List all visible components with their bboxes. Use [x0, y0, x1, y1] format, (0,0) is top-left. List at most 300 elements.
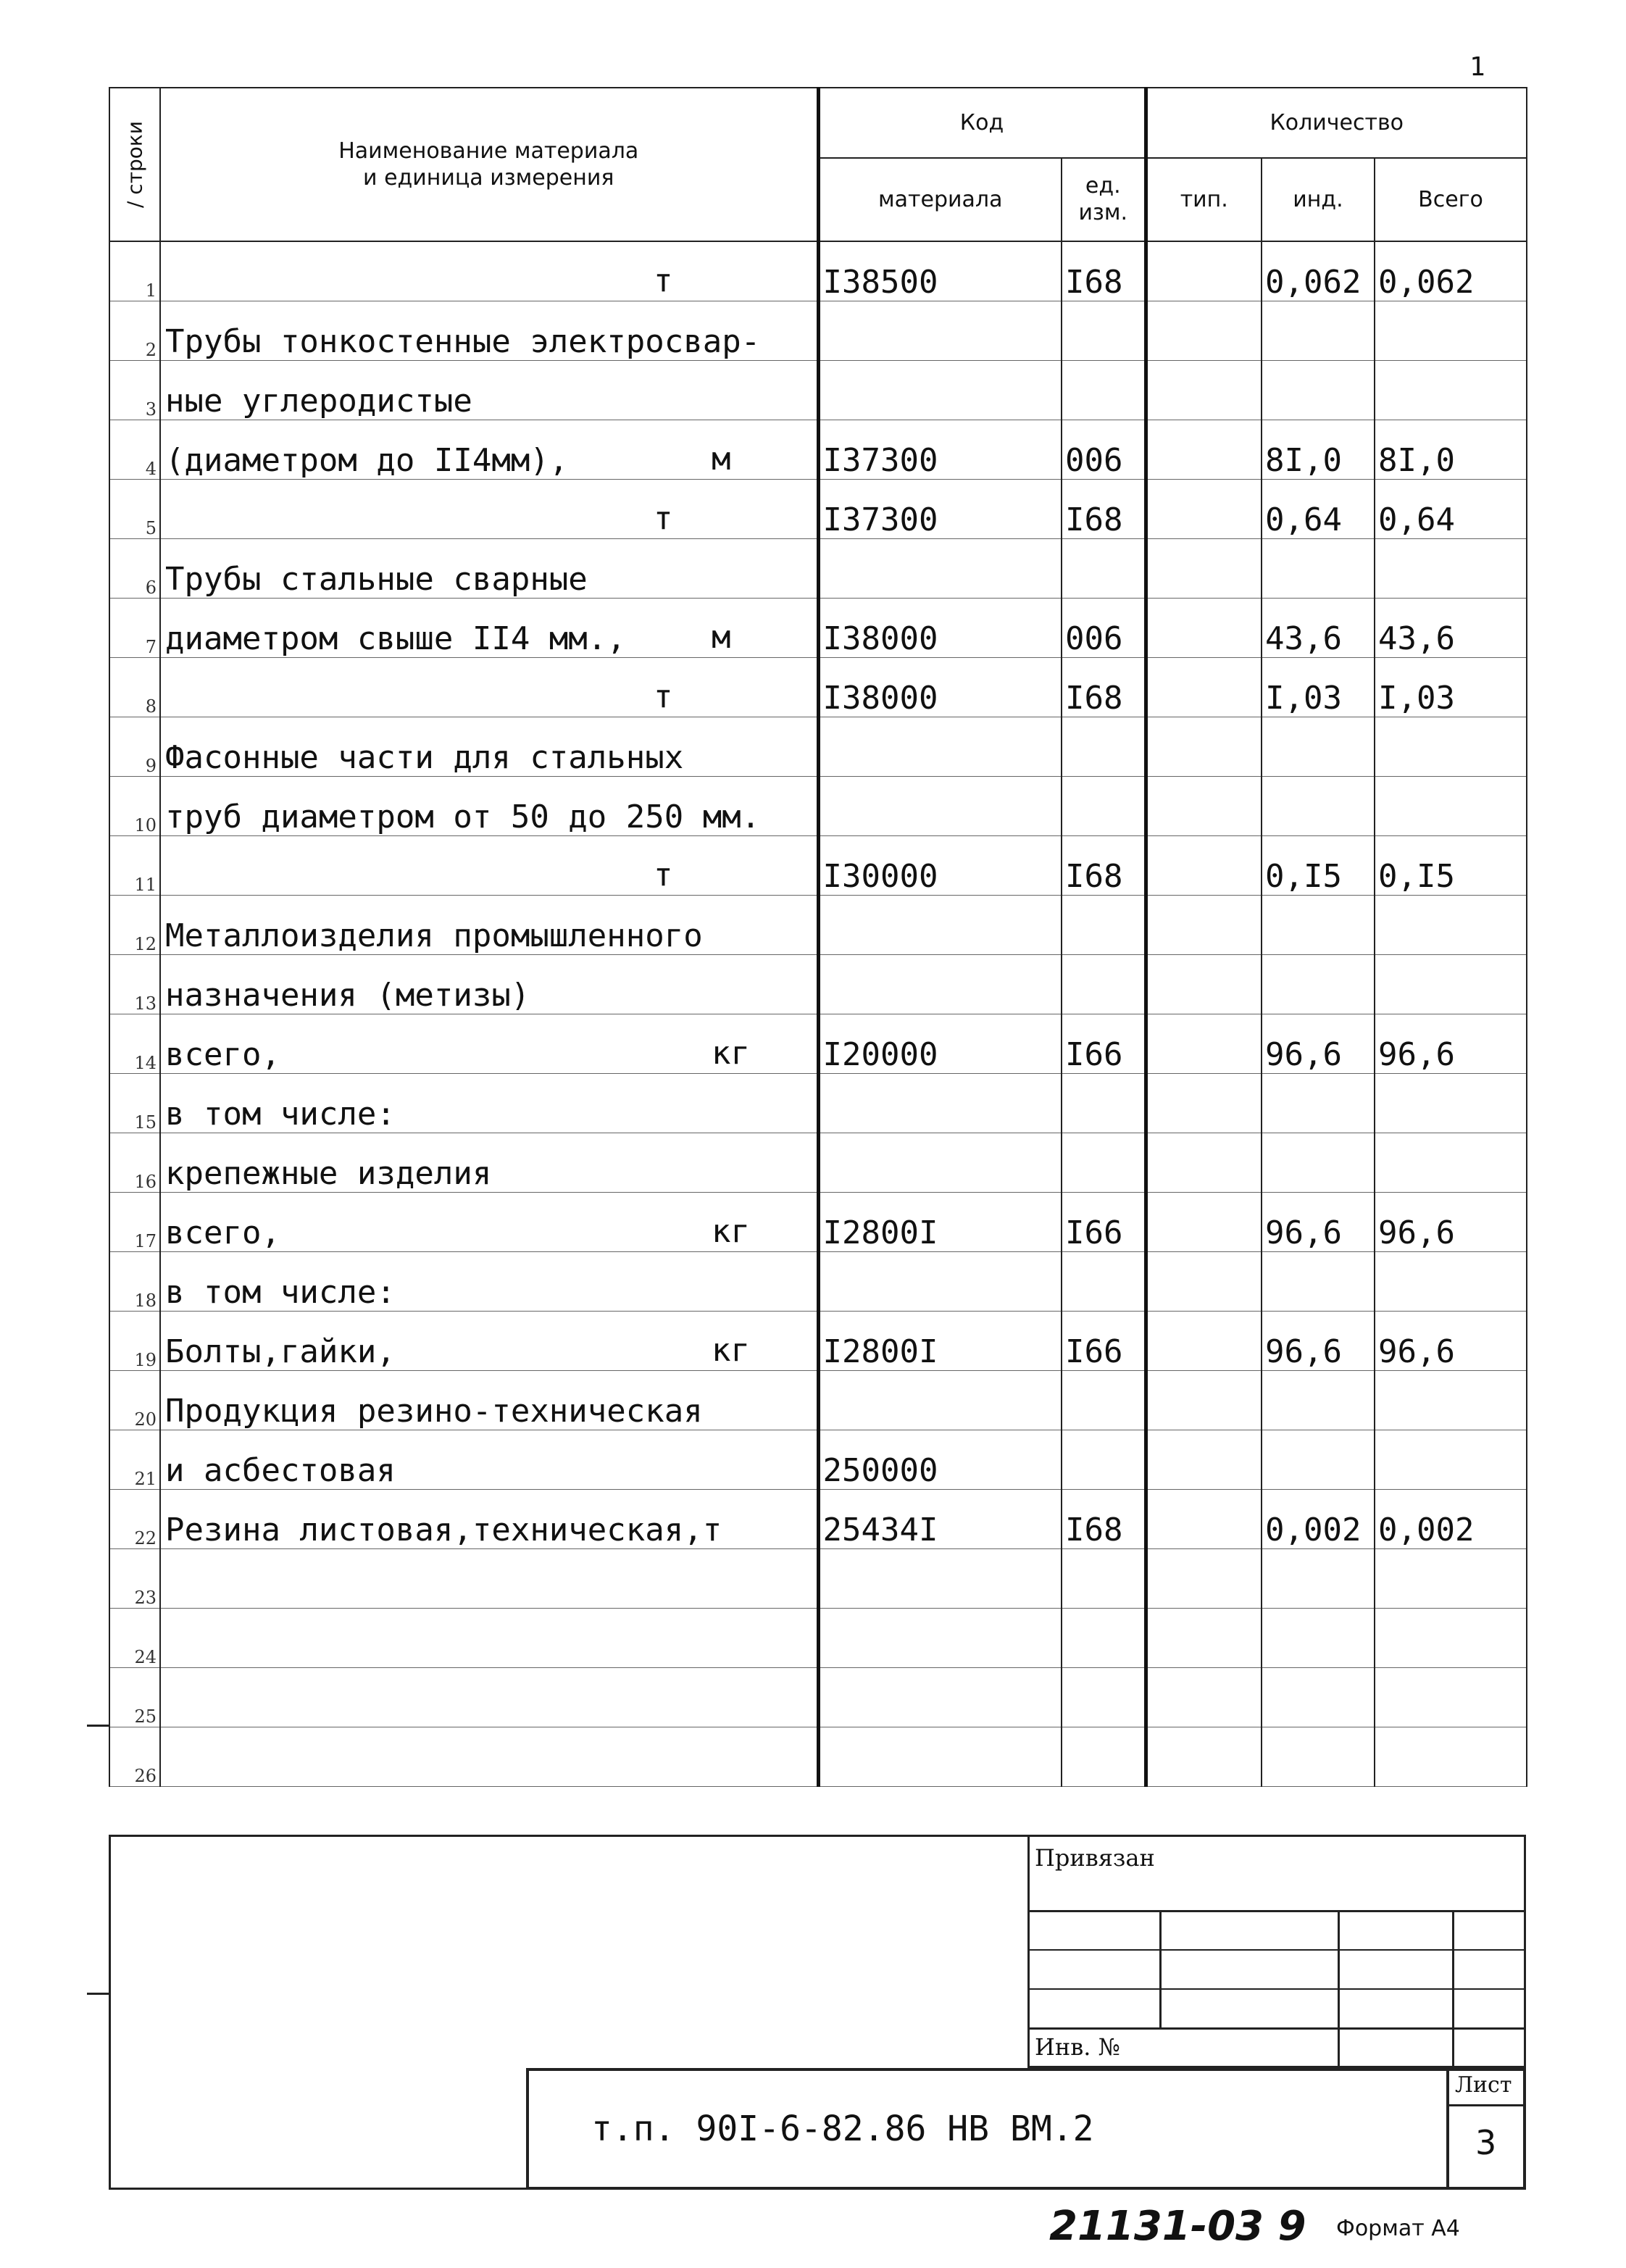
table-row [109, 361, 1527, 420]
material-name [160, 896, 818, 955]
list-number: 3 [1475, 2123, 1497, 2162]
qty-total-text: 0,64 [1378, 501, 1455, 538]
material-name [160, 539, 818, 599]
row-number [109, 1727, 160, 1787]
row-number [109, 599, 160, 658]
qty-ind-text: 0,64 [1265, 501, 1342, 538]
material-code [818, 955, 1062, 1014]
row-number-text: 9 [145, 756, 157, 776]
qty-tip [1146, 1133, 1262, 1193]
unit-code [1062, 1252, 1146, 1312]
qty-tip [1146, 301, 1262, 361]
measure-unit: т [654, 856, 673, 893]
table-row [109, 1312, 1527, 1371]
row-number-text: 15 [134, 1112, 157, 1133]
unit-code [1062, 1371, 1146, 1430]
qty-total-text: 0,062 [1378, 264, 1475, 301]
material-name [160, 836, 818, 896]
qty-ind [1262, 836, 1375, 896]
qty-total [1375, 420, 1527, 480]
qty-total-text: I,03 [1378, 680, 1455, 717]
document-number: 21131-03 9 [1049, 2203, 1306, 2250]
qty-tip [1146, 1312, 1262, 1371]
material-code [818, 599, 1062, 658]
qty-tip [1146, 836, 1262, 896]
table-row [109, 1727, 1527, 1787]
material-code [818, 1014, 1062, 1074]
material-name-text: труб диаметром от 50 до 250 мм. [165, 799, 761, 835]
qty-total [1375, 717, 1527, 777]
material-code [818, 1668, 1062, 1727]
material-name [160, 717, 818, 777]
qty-total [1375, 836, 1527, 896]
qty-ind [1262, 1014, 1375, 1074]
qty-tip [1146, 420, 1262, 480]
material-name [160, 301, 818, 361]
table-row [109, 1549, 1527, 1609]
stamp-line [1027, 2027, 1526, 2030]
qty-total [1375, 599, 1527, 658]
table-row [109, 480, 1527, 539]
header-material-code: материала [818, 158, 1062, 241]
row-number-text: 16 [134, 1172, 157, 1192]
material-code-text: I38000 [822, 680, 938, 717]
unit-code [1062, 1014, 1146, 1074]
stamp-line [1027, 1949, 1526, 1951]
qty-ind [1262, 420, 1375, 480]
material-name-text: Трубы стальные сварные [165, 561, 588, 598]
unit-code-text: I66 [1065, 1214, 1123, 1251]
qty-tip [1146, 241, 1262, 301]
qty-tip [1146, 658, 1262, 717]
material-name-text: и асбестовая [165, 1452, 396, 1489]
table-row [109, 1014, 1527, 1074]
material-name [160, 1490, 818, 1549]
material-code-text: 250000 [822, 1452, 938, 1489]
header-total: Всего [1375, 158, 1527, 241]
measure-unit: кг [712, 1213, 750, 1250]
stamp-line [1446, 2104, 1526, 2106]
qty-tip [1146, 1727, 1262, 1787]
qty-tip [1146, 1490, 1262, 1549]
material-name-text: всего, [165, 1214, 280, 1251]
qty-ind-text: 0,002 [1265, 1512, 1362, 1548]
qty-total [1375, 955, 1527, 1014]
qty-tip [1146, 599, 1262, 658]
material-name [160, 1430, 818, 1490]
unit-code [1062, 1490, 1146, 1549]
material-name [160, 599, 818, 658]
qty-tip [1146, 1549, 1262, 1609]
material-code [818, 1490, 1062, 1549]
qty-total [1375, 1252, 1527, 1312]
unit-code [1062, 1133, 1146, 1193]
qty-ind-text: 96,6 [1265, 1333, 1342, 1370]
row-number-text: 12 [134, 934, 157, 954]
row-number-text: 17 [134, 1231, 157, 1251]
material-name-text: в том числе: [165, 1096, 396, 1133]
qty-ind-text: 0,062 [1265, 264, 1362, 301]
material-code [818, 301, 1062, 361]
qty-total [1375, 539, 1527, 599]
qty-tip [1146, 1430, 1262, 1490]
row-number [109, 480, 160, 539]
table-row [109, 539, 1527, 599]
material-name [160, 1133, 818, 1193]
qty-ind [1262, 1193, 1375, 1252]
unit-code [1062, 777, 1146, 836]
material-name [160, 777, 818, 836]
unit-code [1062, 1430, 1146, 1490]
qty-ind [1262, 658, 1375, 717]
table-row [109, 717, 1527, 777]
material-code [818, 658, 1062, 717]
qty-tip [1146, 361, 1262, 420]
material-name-text: крепежные изделия [165, 1155, 492, 1192]
qty-ind [1262, 1609, 1375, 1668]
row-number-text: 25 [134, 1706, 157, 1727]
material-name-text: Резина листовая,техническая,т [165, 1512, 722, 1548]
row-number [109, 1133, 160, 1193]
row-number-text: 2 [145, 340, 157, 360]
row-number [109, 1549, 160, 1609]
material-name-text: Трубы тонкостенные электросвар- [165, 323, 761, 360]
table-row [109, 955, 1527, 1014]
material-code-text: I30000 [822, 858, 938, 895]
row-number [109, 1074, 160, 1133]
qty-ind [1262, 717, 1375, 777]
table-row [109, 1133, 1527, 1193]
row-number [109, 1252, 160, 1312]
qty-ind [1262, 1490, 1375, 1549]
material-code [818, 717, 1062, 777]
header-quantity: Количество [1146, 88, 1527, 158]
measure-unit: т [654, 678, 673, 715]
unit-code-text: I66 [1065, 1333, 1123, 1370]
qty-total [1375, 896, 1527, 955]
qty-tip [1146, 480, 1262, 539]
qty-ind [1262, 1252, 1375, 1312]
material-code-text: I38000 [822, 620, 938, 657]
unit-code [1062, 361, 1146, 420]
stamp-line [1338, 1910, 1340, 2068]
unit-code [1062, 539, 1146, 599]
material-code-text: 25434I [822, 1512, 938, 1548]
row-number-text: 6 [145, 578, 157, 598]
material-code [818, 1549, 1062, 1609]
table-row [109, 1193, 1527, 1252]
material-code-text: I20000 [822, 1036, 938, 1073]
row-number-text: 10 [134, 815, 157, 835]
qty-total-text: 43,6 [1378, 620, 1455, 657]
qty-tip [1146, 717, 1262, 777]
list-label: Лист [1455, 2072, 1512, 2098]
material-code [818, 1133, 1062, 1193]
designation: т.п. 90I-6-82.86 НВ ВМ.2 [591, 2109, 1094, 2149]
header-name: Наименование материала и единица измерения [160, 88, 818, 241]
qty-total-text: 96,6 [1378, 1036, 1455, 1073]
qty-total [1375, 301, 1527, 361]
qty-ind [1262, 480, 1375, 539]
unit-code [1062, 1609, 1146, 1668]
material-name [160, 1727, 818, 1787]
material-code [818, 1193, 1062, 1252]
table-row [109, 896, 1527, 955]
table-row [109, 836, 1527, 896]
row-number-text: 1 [145, 280, 157, 301]
row-number [109, 1193, 160, 1252]
material-name [160, 361, 818, 420]
qty-ind-text: 43,6 [1265, 620, 1342, 657]
qty-total [1375, 1074, 1527, 1133]
material-code [818, 1074, 1062, 1133]
material-name-text: в том числе: [165, 1274, 396, 1311]
qty-tip [1146, 955, 1262, 1014]
unit-code [1062, 658, 1146, 717]
header-tip: тип. [1146, 158, 1262, 241]
measure-unit: т [654, 262, 673, 299]
qty-total-text: 96,6 [1378, 1333, 1455, 1370]
qty-ind [1262, 1074, 1375, 1133]
material-code-text: I38500 [822, 264, 938, 301]
qty-total [1375, 1430, 1527, 1490]
row-number [109, 241, 160, 301]
material-code [818, 1430, 1062, 1490]
table-row [109, 1668, 1527, 1727]
unit-code [1062, 1193, 1146, 1252]
unit-code-text: I68 [1065, 501, 1123, 538]
header-code: Код [818, 88, 1146, 158]
measure-unit: кг [712, 1332, 750, 1369]
material-name [160, 1074, 818, 1133]
material-code [818, 241, 1062, 301]
measure-unit: т [654, 500, 673, 537]
row-number [109, 896, 160, 955]
material-code [818, 480, 1062, 539]
material-name [160, 420, 818, 480]
row-number-text: 8 [145, 696, 157, 717]
row-number [109, 1371, 160, 1430]
material-code [818, 836, 1062, 896]
table-row [109, 1430, 1527, 1490]
material-name [160, 1609, 818, 1668]
row-number-text: 3 [145, 399, 157, 420]
stamp-line [1027, 1988, 1526, 1990]
qty-total [1375, 1193, 1527, 1252]
row-number-text: 19 [134, 1350, 157, 1370]
material-code-text: I2800I [822, 1333, 938, 1370]
material-code [818, 1312, 1062, 1371]
row-number-text: 22 [134, 1528, 157, 1548]
unit-code [1062, 480, 1146, 539]
table-row [109, 1371, 1527, 1430]
row-number-text: 4 [145, 459, 157, 479]
material-name [160, 1252, 818, 1312]
qty-ind [1262, 599, 1375, 658]
unit-code-text: I68 [1065, 1512, 1123, 1548]
table-row [109, 301, 1527, 361]
qty-tip [1146, 539, 1262, 599]
stamp-line [1027, 1910, 1526, 1912]
material-name-text: назначения (метизы) [165, 977, 530, 1014]
qty-tip [1146, 1074, 1262, 1133]
qty-total [1375, 1668, 1527, 1727]
material-code [818, 1727, 1062, 1787]
material-name-text: Болты,гайки, [165, 1333, 396, 1370]
table-row [109, 1074, 1527, 1133]
qty-total [1375, 361, 1527, 420]
row-number-text: 23 [134, 1588, 157, 1608]
row-number-text: 20 [134, 1409, 157, 1430]
qty-total [1375, 480, 1527, 539]
row-number [109, 1014, 160, 1074]
qty-ind [1262, 1133, 1375, 1193]
material-name [160, 480, 818, 539]
qty-tip [1146, 1014, 1262, 1074]
material-name-text: всего, [165, 1036, 280, 1073]
material-name [160, 955, 818, 1014]
material-code [818, 1371, 1062, 1430]
row-number-text: 18 [134, 1291, 157, 1311]
row-number [109, 836, 160, 896]
unit-code [1062, 599, 1146, 658]
qty-total [1375, 777, 1527, 836]
material-code-text: I37300 [822, 501, 938, 538]
qty-tip [1146, 777, 1262, 836]
row-number-text: 7 [145, 637, 157, 657]
header-ind: инд. [1262, 158, 1375, 241]
qty-ind-text: 0,I5 [1265, 858, 1342, 895]
row-number [109, 955, 160, 1014]
header-row-number: / строки [109, 88, 160, 241]
row-number [109, 658, 160, 717]
row-number [109, 777, 160, 836]
material-code [818, 539, 1062, 599]
material-name-text: ные углеродистые [165, 383, 472, 420]
qty-ind [1262, 896, 1375, 955]
material-code [818, 1252, 1062, 1312]
qty-total [1375, 1312, 1527, 1371]
material-code-text: I2800I [822, 1214, 938, 1251]
material-name [160, 658, 818, 717]
qty-ind-text: I,03 [1265, 680, 1342, 717]
row-number [109, 717, 160, 777]
qty-ind [1262, 539, 1375, 599]
page-mark: 1 [1469, 52, 1485, 82]
unit-code-text: 006 [1065, 620, 1123, 657]
qty-ind [1262, 1549, 1375, 1609]
material-name-text: Фасонные части для стальных [165, 739, 684, 776]
row-number [109, 301, 160, 361]
qty-total [1375, 241, 1527, 301]
qty-total-text: 8I,0 [1378, 442, 1455, 479]
material-name-text: Металлоизделия промышленного [165, 917, 703, 954]
row-number [109, 1668, 160, 1727]
materials-table [109, 87, 1527, 1787]
qty-total [1375, 1133, 1527, 1193]
table-row [109, 241, 1527, 301]
qty-ind [1262, 1727, 1375, 1787]
row-number [109, 1609, 160, 1668]
qty-ind-text: 8I,0 [1265, 442, 1342, 479]
unit-code [1062, 717, 1146, 777]
material-name [160, 1193, 818, 1252]
row-number-text: 5 [145, 518, 157, 538]
unit-code [1062, 955, 1146, 1014]
unit-code [1062, 1668, 1146, 1727]
row-number-text: 14 [134, 1053, 157, 1073]
qty-ind [1262, 241, 1375, 301]
qty-total [1375, 658, 1527, 717]
qty-ind [1262, 777, 1375, 836]
row-number-text: 11 [134, 875, 157, 895]
qty-ind [1262, 1312, 1375, 1371]
privyazan-label: Привязан [1035, 1844, 1155, 1872]
material-name [160, 241, 818, 301]
unit-code-text: I68 [1065, 264, 1123, 301]
stamp-line [1452, 1910, 1454, 2068]
material-name [160, 1014, 818, 1074]
qty-tip [1146, 896, 1262, 955]
row-number-text: 21 [134, 1469, 157, 1489]
qty-ind [1262, 1668, 1375, 1727]
unit-code-text: I68 [1065, 858, 1123, 895]
row-number-text: 13 [134, 993, 157, 1014]
qty-tip [1146, 1371, 1262, 1430]
unit-code [1062, 1549, 1146, 1609]
qty-ind [1262, 361, 1375, 420]
unit-code [1062, 896, 1146, 955]
qty-tip [1146, 1668, 1262, 1727]
qty-total-text: 96,6 [1378, 1214, 1455, 1251]
qty-total-text: 0,002 [1378, 1512, 1475, 1548]
material-name-text: Продукция резино-техническая [165, 1393, 703, 1430]
stamp-line [1446, 2068, 1449, 2190]
unit-code [1062, 301, 1146, 361]
qty-tip [1146, 1252, 1262, 1312]
margin-tick [87, 1993, 109, 1995]
unit-code [1062, 241, 1146, 301]
row-number [109, 420, 160, 480]
row-number [109, 1430, 160, 1490]
qty-ind [1262, 1371, 1375, 1430]
unit-code [1062, 420, 1146, 480]
material-name [160, 1549, 818, 1609]
material-code [818, 896, 1062, 955]
table-row [109, 599, 1527, 658]
unit-code [1062, 1727, 1146, 1787]
material-code [818, 361, 1062, 420]
table-row [109, 777, 1527, 836]
unit-code [1062, 1074, 1146, 1133]
material-name [160, 1312, 818, 1371]
header-unit-code: ед. изм. [1062, 158, 1146, 241]
unit-code-text: I66 [1065, 1036, 1123, 1073]
material-code [818, 1609, 1062, 1668]
qty-ind-text: 96,6 [1265, 1214, 1342, 1251]
qty-total [1375, 1490, 1527, 1549]
unit-code [1062, 836, 1146, 896]
row-number [109, 1312, 160, 1371]
table-row [109, 658, 1527, 717]
material-code [818, 777, 1062, 836]
qty-total [1375, 1727, 1527, 1787]
qty-ind-text: 96,6 [1265, 1036, 1342, 1073]
qty-total [1375, 1549, 1527, 1609]
material-name [160, 1668, 818, 1727]
margin-tick [87, 1725, 109, 1727]
material-code-text: I37300 [822, 442, 938, 479]
